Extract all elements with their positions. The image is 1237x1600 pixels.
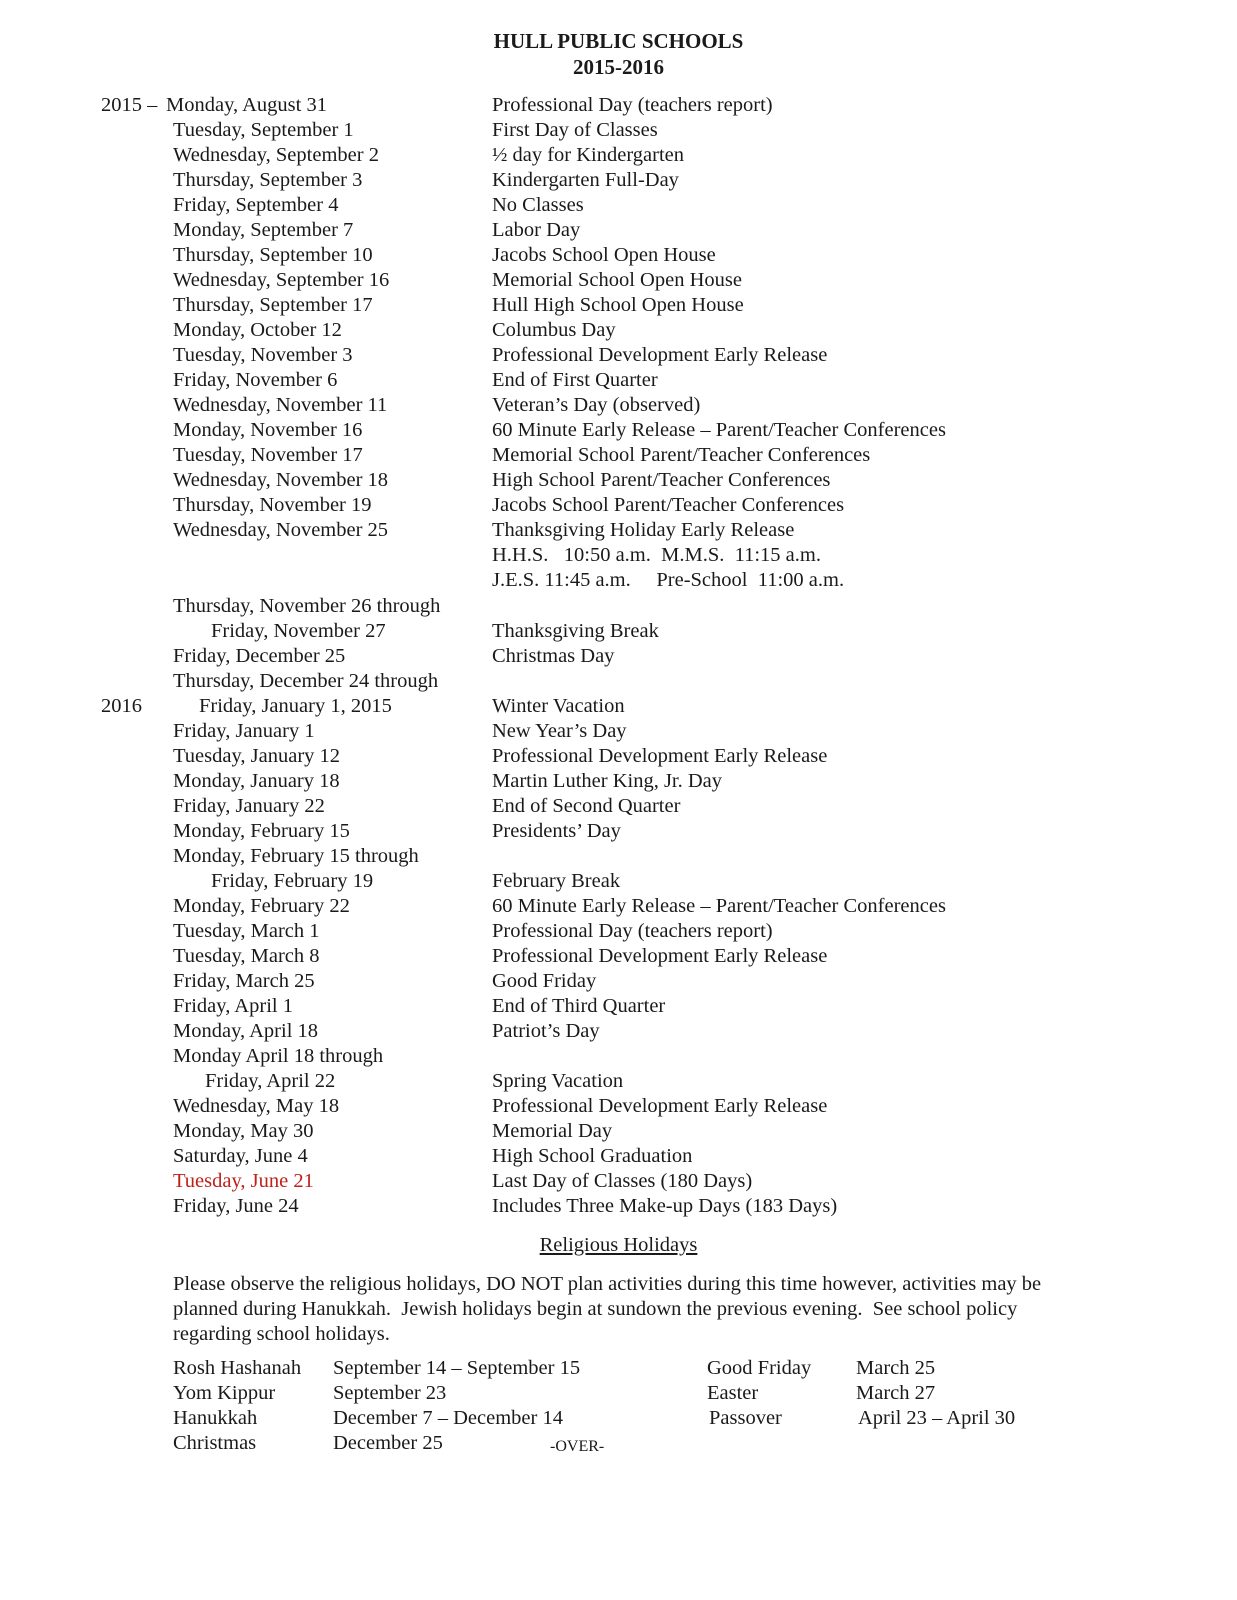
calendar-event: End of Second Quarter (492, 795, 681, 817)
religious-holidays-title: Religious Holidays (539, 1234, 698, 1256)
calendar-row (0, 93, 1237, 118)
calendar-row (0, 794, 1237, 819)
calendar-event: Professional Development Early Release (492, 1095, 828, 1117)
calendar-event: Winter Vacation (492, 695, 625, 717)
calendar-row (0, 293, 1237, 318)
calendar-date: Friday, June 24 (173, 1195, 299, 1217)
calendar-date: Friday, November 27 (211, 620, 386, 642)
calendar-event: First Day of Classes (492, 119, 658, 141)
calendar-date: Tuesday, January 12 (173, 745, 341, 767)
holiday-dates: December 25 (333, 1432, 443, 1454)
calendar-date: Tuesday, March 1 (173, 920, 320, 942)
calendar-date: Monday, September 7 (173, 219, 354, 241)
calendar-date: Wednesday, November 25 (173, 519, 389, 541)
calendar-event: Columbus Day (492, 319, 616, 341)
calendar-event: End of Third Quarter (492, 995, 666, 1017)
calendar-date: Tuesday, March 8 (173, 945, 320, 967)
calendar-event: Labor Day (492, 219, 581, 241)
calendar-date: Friday, January 22 (173, 795, 325, 817)
calendar-date: Thursday, December 24 through (173, 670, 439, 692)
calendar-event: Spring Vacation (492, 1070, 624, 1092)
holiday-name: Rosh Hashanah (173, 1357, 302, 1379)
calendar-row (0, 669, 1237, 694)
calendar-event: High School Graduation (492, 1145, 693, 1167)
holiday-name: Good Friday (707, 1357, 812, 1379)
calendar-row (0, 969, 1237, 994)
holiday-name: Hanukkah (173, 1407, 258, 1429)
calendar-row (0, 343, 1237, 368)
calendar-date: Wednesday, September 2 (173, 144, 379, 166)
calendar-date: Tuesday, June 21 (173, 1170, 314, 1192)
calendar-row (0, 268, 1237, 293)
calendar-event: End of First Quarter (492, 369, 658, 391)
calendar-row (0, 1194, 1237, 1219)
calendar-row (0, 1019, 1237, 1044)
calendar-row (0, 769, 1237, 794)
calendar-row (0, 594, 1237, 619)
calendar-event: Presidents’ Day (492, 820, 621, 842)
calendar-row (0, 368, 1237, 393)
calendar-date: Friday, February 19 (211, 870, 374, 892)
calendar-event: Professional Day (teachers report) (492, 920, 773, 942)
calendar-date: Monday, August 31 (166, 94, 327, 116)
calendar-event: Martin Luther King, Jr. Day (492, 770, 723, 792)
calendar-date: Wednesday, November 11 (173, 394, 388, 416)
calendar-date: Monday, February 15 (173, 820, 350, 842)
religious-holidays-heading (0, 1233, 1237, 1258)
calendar-date: Monday, May 30 (173, 1120, 314, 1142)
calendar-event: Professional Development Early Release (492, 945, 828, 967)
calendar-date: Friday, April 22 (205, 1070, 336, 1092)
calendar-row (0, 644, 1237, 669)
calendar-row (0, 744, 1237, 769)
calendar-event: Thanksgiving Break (492, 620, 659, 642)
calendar-row (0, 1044, 1237, 1069)
calendar-row (0, 193, 1237, 218)
calendar-date: Friday, April 1 (173, 995, 293, 1017)
holiday-dates: April 23 – April 30 (858, 1407, 1016, 1429)
calendar-event: Veteran’s Day (observed) (492, 394, 701, 416)
calendar-event: Includes Three Make-up Days (183 Days) (492, 1195, 838, 1217)
note-line: planned during Hanukkah. Jewish holidays begin at sundown the previous evening. See school policy (173, 1298, 1018, 1320)
calendar-date: Monday April 18 through (173, 1045, 384, 1067)
calendar-event: Professional Development Early Release (492, 344, 828, 366)
calendar-event: Professional Development Early Release (492, 745, 828, 767)
calendar-date: Friday, March 25 (173, 970, 315, 992)
calendar-event: Jacobs School Open House (492, 244, 716, 266)
holiday-name: Christmas (173, 1432, 257, 1454)
calendar-event: Good Friday (492, 970, 597, 992)
page-title: HULL PUBLIC SCHOOLS (493, 29, 744, 53)
calendar-date: Thursday, September 3 (173, 169, 363, 191)
calendar-event: Professional Day (teachers report) (492, 94, 773, 116)
school-year: 2015-2016 (573, 55, 664, 79)
calendar-row (0, 1169, 1237, 1194)
calendar-row (0, 719, 1237, 744)
calendar-row (0, 619, 1237, 644)
calendar-date: Thursday, September 17 (173, 294, 373, 316)
calendar-row (0, 243, 1237, 268)
calendar-row (0, 1069, 1237, 1094)
calendar-row (0, 694, 1237, 719)
calendar-date: Tuesday, November 3 (173, 344, 353, 366)
calendar-date: Wednesday, November 18 (173, 469, 389, 491)
calendar-row (0, 1119, 1237, 1144)
calendar-date: Monday, October 12 (173, 319, 342, 341)
holiday-dates: March 25 (856, 1357, 936, 1379)
calendar-date: Monday, February 22 (173, 895, 350, 917)
calendar-row (0, 468, 1237, 493)
calendar-event: Christmas Day (492, 645, 615, 667)
calendar-event: New Year’s Day (492, 720, 627, 742)
calendar-date: Monday, November 16 (173, 419, 363, 441)
holiday-dates: September 14 – September 15 (333, 1357, 581, 1379)
calendar-row (0, 894, 1237, 919)
calendar-event: No Classes (492, 194, 584, 216)
calendar-event: Memorial School Open House (492, 269, 742, 291)
calendar-date: Monday, February 15 through (173, 845, 419, 867)
note-line: Please observe the religious holidays, DO NOT plan activities during this time however, activities may be (173, 1273, 1042, 1295)
calendar-event: H.H.S. 10:50 a.m. M.M.S. 11:15 a.m. (492, 544, 821, 566)
calendar-date: Tuesday, September 1 (173, 119, 354, 141)
year-label: 2015 – (101, 94, 158, 116)
calendar-event: High School Parent/Teacher Conferences (492, 469, 831, 491)
calendar-row (0, 143, 1237, 168)
calendar-event: ½ day for Kindergarten (492, 144, 685, 166)
calendar-event: Thanksgiving Holiday Early Release (492, 519, 795, 541)
calendar-row (0, 518, 1237, 543)
calendar-date: Wednesday, May 18 (173, 1095, 340, 1117)
calendar-row (0, 844, 1237, 869)
holiday-dates: September 23 (333, 1382, 447, 1404)
calendar-date: Friday, November 6 (173, 369, 338, 391)
calendar-date: Tuesday, November 17 (173, 444, 363, 466)
calendar-date: Saturday, June 4 (173, 1145, 308, 1167)
calendar-event: Memorial Day (492, 1120, 613, 1142)
calendar-date: Friday, December 25 (173, 645, 346, 667)
calendar-date: Friday, January 1, 2015 (199, 695, 392, 717)
holiday-dates: December 7 – December 14 (333, 1407, 563, 1429)
calendar-date: Friday, January 1 (173, 720, 315, 742)
year-label: 2016 (101, 695, 142, 717)
calendar-row (0, 318, 1237, 343)
holiday-name: Passover (709, 1407, 782, 1429)
calendar-row (0, 919, 1237, 944)
calendar-date: Monday, January 18 (173, 770, 340, 792)
calendar-date: Friday, September 4 (173, 194, 339, 216)
calendar-row (0, 443, 1237, 468)
calendar-row (0, 218, 1237, 243)
calendar-event: Jacobs School Parent/Teacher Conferences (492, 494, 845, 516)
calendar-row (0, 493, 1237, 518)
calendar-row (0, 869, 1237, 894)
calendar-row (0, 393, 1237, 418)
calendar-row (0, 1144, 1237, 1169)
calendar-date: Wednesday, September 16 (173, 269, 390, 291)
religious-holidays-note (173, 1272, 1133, 1347)
over-label: -OVER- (550, 1438, 605, 1455)
note-line: regarding school holidays. (173, 1323, 390, 1345)
calendar-date: Thursday, November 26 through (173, 595, 441, 617)
holiday-name: Yom Kippur (173, 1382, 276, 1404)
calendar-event: Hull High School Open House (492, 294, 744, 316)
calendar-row (0, 568, 1237, 593)
calendar-row (0, 543, 1237, 568)
calendar-event: 60 Minute Early Release – Parent/Teacher Conferences (492, 419, 946, 441)
calendar-row (0, 1094, 1237, 1119)
calendar-event: 60 Minute Early Release – Parent/Teacher Conferences (492, 895, 946, 917)
calendar-event: Last Day of Classes (180 Days) (492, 1170, 753, 1192)
calendar-event: J.E.S. 11:45 a.m. Pre-School 11:00 a.m. (492, 569, 845, 591)
calendar-row (0, 418, 1237, 443)
calendar-date: Monday, April 18 (173, 1020, 319, 1042)
calendar-row (0, 118, 1237, 143)
calendar-event: Memorial School Parent/Teacher Conferences (492, 444, 871, 466)
calendar-row (0, 819, 1237, 844)
holiday-name: Easter (707, 1382, 759, 1404)
holiday-dates: March 27 (856, 1382, 936, 1404)
calendar-event: February Break (492, 870, 621, 892)
calendar-row (0, 994, 1237, 1019)
calendar-row (0, 168, 1237, 193)
calendar-date: Thursday, November 19 (173, 494, 372, 516)
calendar-row (0, 944, 1237, 969)
calendar-event: Kindergarten Full-Day (492, 169, 679, 191)
calendar-event: Patriot’s Day (492, 1020, 600, 1042)
calendar-date: Thursday, September 10 (173, 244, 373, 266)
